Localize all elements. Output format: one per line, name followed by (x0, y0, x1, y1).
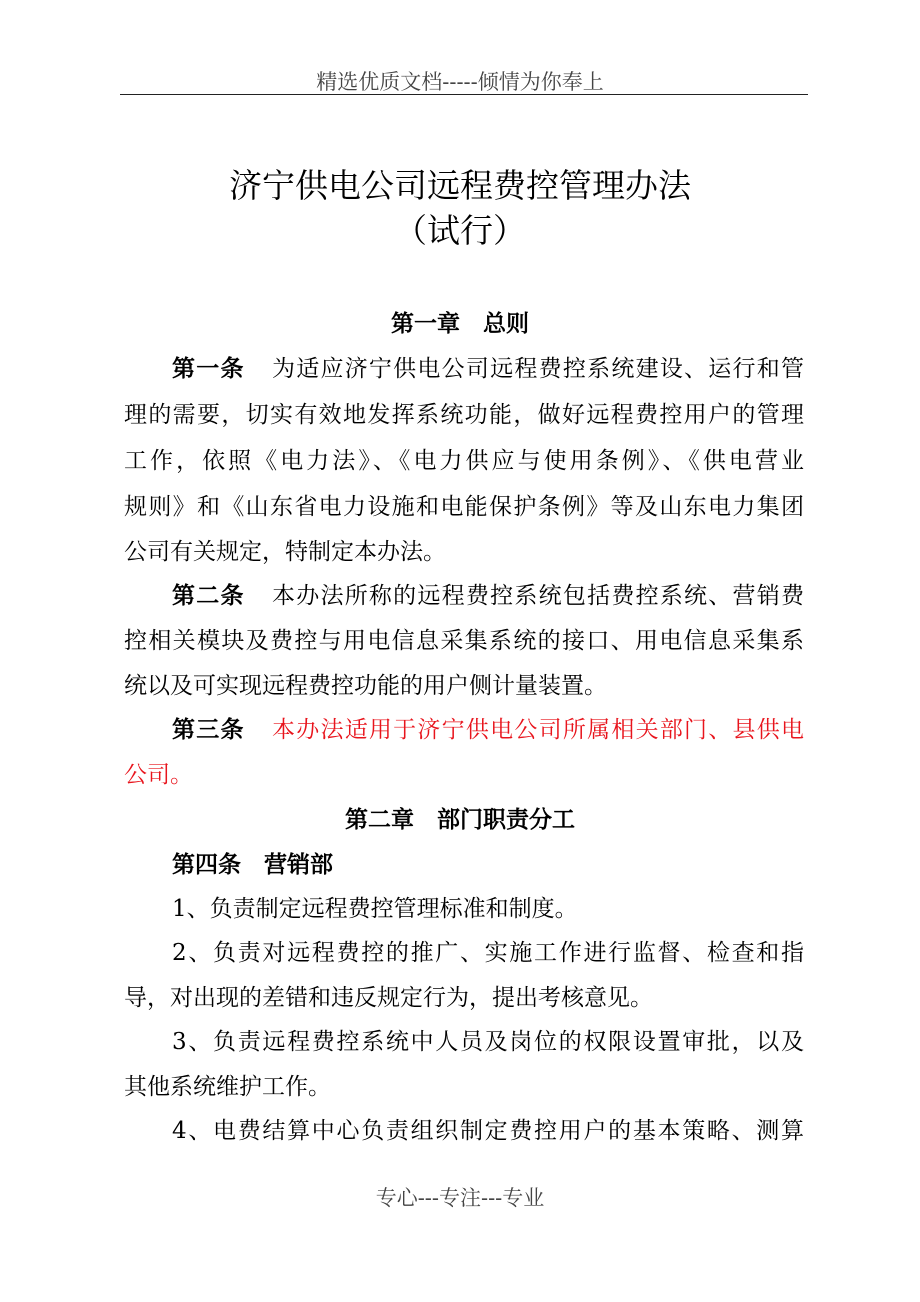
article-1-text-1: 为适应济宁供电公司远程费控系统建设、运行和管 (270, 356, 805, 382)
article-1-line-3: 工作，依照《电力法》、《电力供应与使用条例》、《供电营业 (124, 448, 804, 474)
article-2-line-1 (172, 577, 804, 610)
article-3-line-1 (172, 711, 804, 744)
article-1-label: 第一条 (172, 356, 245, 382)
article-1-line-2: 理的需要，切实有效地发挥系统功能，做好远程费控用户的管理 (124, 402, 804, 428)
article-2-line-2: 控相关模块及费控与用电信息采集系统的接口、用电信息采集系 (124, 628, 804, 654)
article-2-label: 第二条 (172, 583, 245, 609)
article-2-text-1: 本办法所称的远程费控系统包括费控系统、营销费 (270, 583, 805, 609)
article-4-item-1: 1、负责制定远程费控管理标准和制度。 (172, 896, 578, 922)
article-4-heading: 第四条 营销部 (172, 852, 333, 878)
page-footer: 专心---专注---专业 (375, 1186, 545, 1210)
article-1-line-5: 公司有关规定，特制定本办法。 (124, 539, 446, 565)
article-1-line-4: 规则》和《山东省电力设施和电能保护条例》等及山东电力集团 (124, 494, 804, 520)
article-4-item-3-line-2: 其他系统维护工作。 (124, 1074, 331, 1100)
page-header: 精选优质文档-----倾情为你奉上 (316, 70, 604, 94)
article-4-item-4-line-1: 4、电费结算中心负责组织制定费控用户的基本策略、测算 (172, 1118, 804, 1144)
article-3-label: 第三条 (172, 717, 245, 743)
article-3-text-1: 本办法适用于济宁供电公司所属相关部门、县供电 (270, 717, 805, 743)
article-1-line-1 (172, 350, 804, 383)
article-4-item-2-line-2: 导，对出现的差错和违反规定行为，提出考核意见。 (124, 985, 653, 1011)
header-rule (120, 94, 808, 95)
article-2-line-3: 统以及可实现远程费控功能的用户侧计量装置。 (124, 673, 607, 699)
document-subtitle: （试行） (394, 211, 526, 250)
chapter-1-heading: 第一章 总则 (391, 311, 529, 337)
article-4-item-3-line-1: 3、负责远程费控系统中人员及岗位的权限设置审批，以及 (172, 1029, 804, 1055)
article-4-item-2-line-1: 2、负责对远程费控的推广、实施工作进行监督、检查和指 (172, 940, 804, 966)
document-title: 济宁供电公司远程费控管理办法 (229, 166, 691, 205)
article-3-line-2: 公司。 (124, 762, 193, 788)
chapter-2-heading: 第二章 部门职责分工 (345, 807, 575, 833)
